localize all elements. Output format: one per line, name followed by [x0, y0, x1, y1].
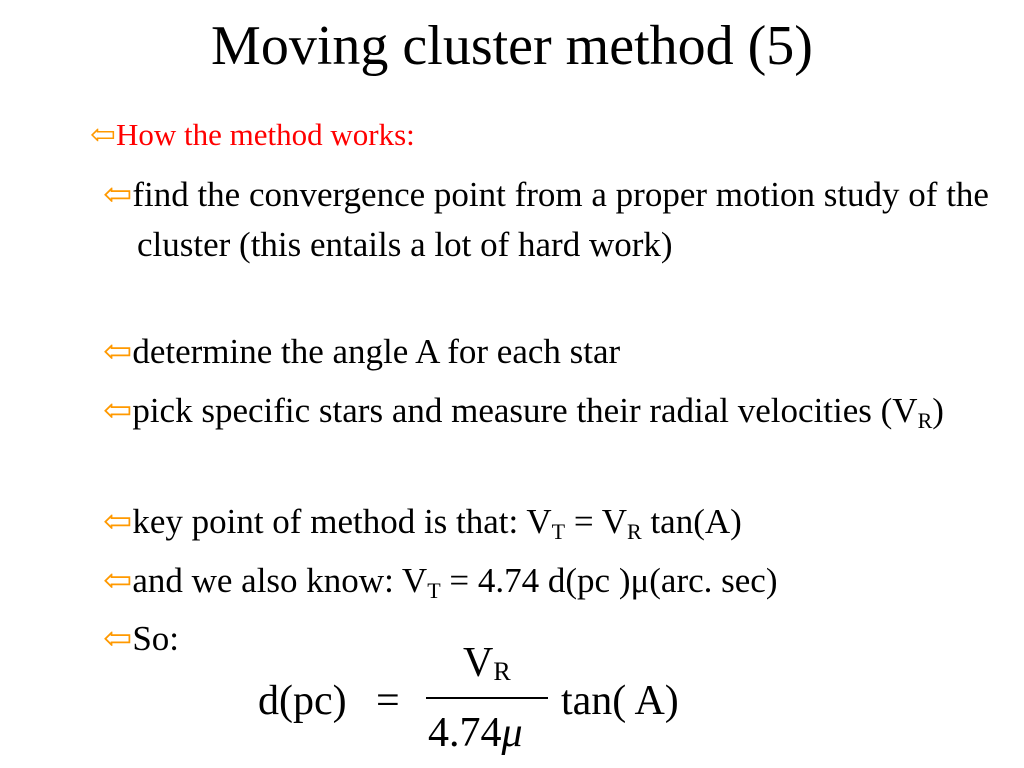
equation-numerator-sub: R	[493, 657, 511, 686]
bullet-text-end: )	[932, 391, 944, 430]
fraction-bar	[426, 697, 548, 699]
mu-symbol: μ	[501, 710, 523, 756]
equation-denominator: 4.74μ	[428, 710, 523, 756]
subscript: T	[551, 519, 566, 544]
equation-lhs: d(pc)	[258, 678, 347, 724]
arrow-bullet-icon: ⇦	[103, 332, 133, 371]
bullet-text: and we also know: V	[132, 561, 428, 600]
bullet-text: So:	[132, 619, 180, 658]
arrow-bullet-icon: ⇦	[103, 561, 133, 600]
bullet-text-mid: = V	[565, 502, 627, 541]
distance-equation	[258, 640, 718, 765]
bullet-item-3	[103, 386, 993, 436]
bullet-text-end: tan(A)	[641, 502, 742, 541]
bullet-text-end: = 4.74 d(pc )μ(arc. sec)	[440, 561, 778, 600]
subscript: R	[917, 408, 933, 433]
arrow-bullet-icon: ⇦	[103, 391, 133, 430]
bullet-item-2	[103, 327, 993, 377]
equation-numerator: VR	[463, 640, 511, 686]
equation-equals: =	[376, 678, 400, 724]
equation-rhs: tan( A)	[561, 678, 679, 724]
arrow-bullet-icon: ⇦	[90, 117, 116, 152]
bullet-item-5	[103, 556, 993, 606]
subscript: T	[427, 578, 441, 603]
bullet-text: key point of method is that: V	[132, 502, 552, 541]
slide-title: Moving cluster method (5)	[211, 15, 813, 77]
arrow-bullet-icon: ⇦	[103, 619, 133, 658]
section-heading	[90, 115, 415, 155]
section-heading-text: How the method works:	[115, 117, 415, 152]
bullet-text: determine the angle A for each star	[132, 332, 621, 371]
bullet-item-1	[103, 170, 993, 270]
arrow-bullet-icon: ⇦	[103, 502, 133, 541]
arrow-bullet-icon: ⇦	[103, 175, 133, 214]
subscript: R	[627, 519, 642, 544]
bullet-text: find the convergence point from a proper motion study of the cluster (this entails a lot of hard work)	[132, 175, 989, 264]
bullet-item-4	[103, 497, 993, 547]
bullet-text: pick specific stars and measure their radial velocities (V	[132, 391, 918, 430]
